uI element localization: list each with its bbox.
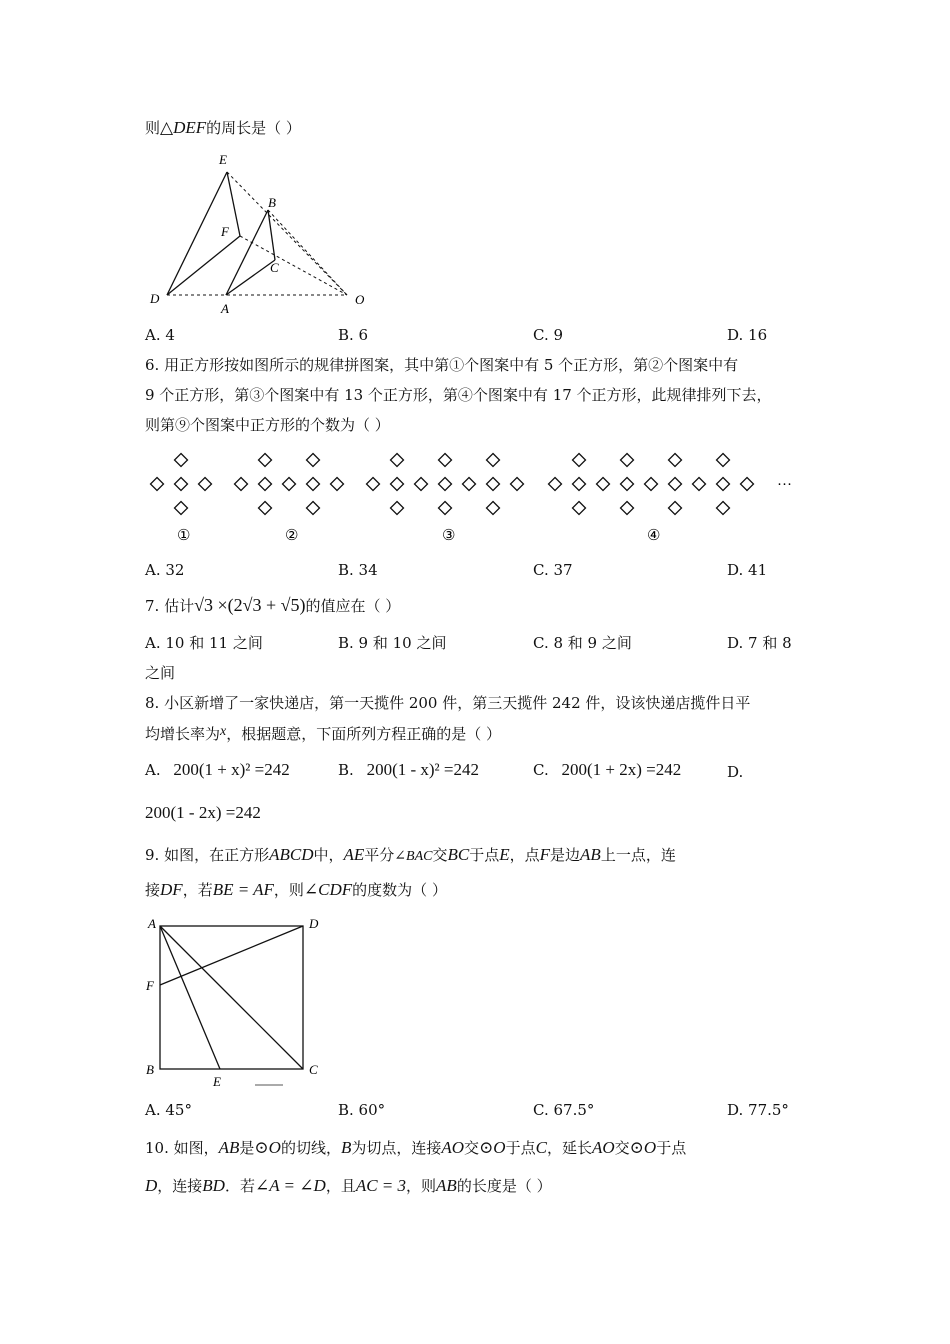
label-C: C: [309, 1062, 318, 1077]
line-BC: [268, 210, 275, 260]
q9-text: 上一点，连: [600, 846, 676, 864]
q8-option-b-expr: 200(1 - x)² =242: [366, 760, 479, 779]
pattern-2-square: [283, 478, 296, 491]
pattern-4-square: [717, 502, 730, 515]
q9-math: ∠BAC: [394, 849, 433, 864]
pattern-label-2: ②: [285, 528, 299, 544]
dash-BO: [268, 210, 347, 295]
q5-figure: [145, 148, 375, 318]
q9-line-2: [145, 880, 447, 900]
q9-math: AE: [343, 845, 365, 864]
q5-stem-pre: 则: [145, 119, 161, 137]
q7-option-d: D. 7 和 8: [727, 634, 792, 652]
q10-math: AB: [436, 1176, 457, 1195]
pattern-4-square: [573, 502, 586, 515]
q9-math: ∠CDF: [303, 880, 353, 899]
pattern-4-square: [693, 478, 706, 491]
q10-line-2: [145, 1176, 552, 1196]
q10-text: ，则: [406, 1177, 437, 1195]
q9-option-d: D. 77.5°: [727, 1101, 789, 1119]
q10-math: D: [145, 1176, 158, 1195]
q9-option-c: C. 67.5°: [533, 1101, 595, 1119]
pattern-4-square: [573, 454, 586, 467]
q9-math: E: [499, 845, 510, 864]
q9-text: ，点: [509, 846, 540, 864]
q10-math: AB: [218, 1138, 240, 1157]
q8-option-d-expr: 200(1 - 2x) =242: [145, 803, 261, 822]
pattern-3-square: [439, 502, 452, 515]
q9-text: 是边: [550, 846, 581, 864]
q9-math: ABCD: [269, 845, 314, 864]
pattern-4-square: [645, 478, 658, 491]
q8-option-a-letter: A.: [145, 761, 161, 779]
pattern-label-4: ④: [647, 528, 661, 544]
q10-text: ，延长: [546, 1139, 592, 1157]
label-B: B: [146, 1062, 154, 1077]
pattern-2-square: [235, 478, 248, 491]
label-F: F: [221, 224, 229, 239]
q9-math: F: [539, 845, 551, 864]
pattern-2-square: [259, 478, 272, 491]
q5-option-b: B. 6: [338, 326, 369, 344]
q6-option-a: A. 32: [145, 561, 185, 579]
q8-option-a-expr: 200(1 + x)² =242: [173, 760, 290, 779]
q8-option-b-letter: B.: [338, 761, 354, 779]
q7-stem-post: 的值应在（ ）: [305, 597, 401, 615]
label-A: A: [221, 301, 229, 316]
q9-text: 9. 如图，在正方形: [145, 846, 270, 864]
q8-option-a: [145, 760, 290, 780]
q9-option-b: B. 60°: [338, 1101, 386, 1119]
pattern-2-square: [259, 502, 272, 515]
q7-option-a: A. 10 和 11 之间: [145, 634, 263, 652]
line-BA: [226, 210, 268, 295]
q6-line-2: 9 个正方形，第③个图案中有 13 个正方形，第④个图案中有 17 个正方形，此规律排列下去，: [145, 386, 772, 404]
pattern-1-square: [175, 478, 188, 491]
q7-stem-pre: 7. 估计: [145, 597, 195, 615]
q10-math: AO: [591, 1138, 615, 1157]
pattern-4-square: [573, 478, 586, 491]
pattern-3-square: [439, 454, 452, 467]
q10-text: ．若: [224, 1177, 255, 1195]
q9-text: ，若: [182, 881, 213, 899]
label-D: D: [309, 916, 319, 931]
label-B: B: [268, 195, 276, 210]
q8-line-2-post: ，根据题意，下面所列方程正确的是（ ）: [226, 725, 502, 743]
q9-option-a: A. 45°: [145, 1101, 192, 1119]
q5-stem-math: △DEF: [160, 118, 207, 137]
label-E: E: [219, 152, 227, 167]
q7-option-c: C. 8 和 9 之间: [533, 634, 632, 652]
q6-option-d: D. 41: [727, 561, 768, 579]
q8-option-c-letter: C.: [533, 761, 549, 779]
q9-text: 中，: [313, 846, 344, 864]
pattern-2-square: [307, 454, 320, 467]
q10-text: 为切点，连接: [351, 1139, 442, 1157]
pattern-4-square: [717, 454, 730, 467]
q10-math: ∠A = ∠D: [254, 1176, 326, 1195]
q10-text: ，且: [325, 1177, 356, 1195]
pattern-3-square: [487, 502, 500, 515]
q10-text: 是: [239, 1139, 255, 1157]
pattern-4-square: [621, 478, 634, 491]
pattern-3-square: [511, 478, 524, 491]
q9-text: 的度数为（ ）: [352, 881, 447, 899]
q10-math: ⊙O: [629, 1138, 657, 1157]
q10-math: C: [535, 1138, 547, 1157]
line-ED: [167, 172, 227, 295]
pattern-4-square: [669, 502, 682, 515]
q5-stem-post: 的周长是（ ）: [206, 119, 301, 137]
pattern-4-square: [669, 478, 682, 491]
pattern-3-square: [463, 478, 476, 491]
q10-text: 的切线，: [280, 1139, 341, 1157]
line-FD: [160, 926, 303, 985]
q9-math: AB: [580, 845, 601, 864]
pattern-3-square: [391, 478, 404, 491]
q9-figure: [140, 912, 340, 1094]
q6-figure: [145, 448, 815, 548]
q9-text: 于点: [469, 846, 500, 864]
q10-math: AC = 3: [355, 1176, 407, 1195]
q10-text: 于点: [656, 1139, 687, 1157]
q9-text: 平分: [364, 846, 395, 864]
pattern-4-square: [621, 502, 634, 515]
q5-option-d: D. 16: [727, 326, 768, 344]
label-D: D: [150, 291, 160, 306]
pattern-2-square: [307, 478, 320, 491]
q10-math: BD: [202, 1176, 225, 1195]
q7-option-b: B. 9 和 10 之间: [338, 634, 447, 652]
pattern-3-square: [367, 478, 380, 491]
q10-text: ，连接: [157, 1177, 203, 1195]
q9-math: BE = AF: [212, 880, 274, 899]
q10-text: 于点: [505, 1139, 536, 1157]
q8-line-2: [145, 722, 501, 744]
pattern-3-square: [487, 454, 500, 467]
line-FD: [167, 236, 240, 295]
pattern-3-square: [391, 454, 404, 467]
pattern-4-square: [741, 478, 754, 491]
q9-math: BC: [447, 845, 470, 864]
pattern-1-square: [199, 478, 212, 491]
q8-option-c: [533, 760, 681, 780]
pattern-3-square: [415, 478, 428, 491]
q6-option-c: C. 37: [533, 561, 573, 579]
label-E: E: [213, 1074, 221, 1089]
pattern-4-square: [621, 454, 634, 467]
q8-variable-x: x: [220, 724, 227, 739]
label-A: A: [148, 916, 156, 931]
q10-text: 10. 如图，: [145, 1139, 219, 1157]
q9-text: ，则: [273, 881, 304, 899]
pattern-label-1: ①: [177, 528, 191, 544]
pattern-4-square: [717, 478, 730, 491]
pattern-label-3: ③: [442, 528, 456, 544]
q5-stem: [145, 118, 301, 138]
q9-line-1: [145, 845, 676, 867]
pattern-2-square: [259, 454, 272, 467]
q8-line-2-pre: 均增长率为: [145, 725, 221, 743]
q6-line-1: 6. 用正方形按如图所示的规律拼图案，其中第①个图案中有 5 个正方形，第②个图案中有: [145, 356, 739, 374]
q10-text: 交: [614, 1139, 630, 1157]
q10-text: 的长度是（ ）: [456, 1177, 552, 1195]
pattern-1-square: [151, 478, 164, 491]
q8-line-1: 8. 小区新增了一家快递店，第一天揽件 200 件，第三天揽件 242 件，设该快递店揽件日平: [145, 694, 751, 712]
q10-text: 交: [464, 1139, 480, 1157]
q6-line-3: 则第⑨个图案中正方形的个数为（ ）: [145, 416, 390, 434]
q8-option-b: [338, 760, 479, 780]
q10-math: ⊙O: [479, 1138, 506, 1157]
dash-FO: [240, 236, 347, 295]
pattern-4-square: [549, 478, 562, 491]
q10-math: AO: [441, 1138, 465, 1157]
pattern-2-square: [331, 478, 344, 491]
q7-stem-expression: √3 ×(2√3 + √5): [194, 595, 306, 615]
q7-stem: [145, 595, 400, 616]
pattern-4-square: [669, 454, 682, 467]
diagonal-AC: [160, 926, 303, 1069]
pattern-3-square: [487, 478, 500, 491]
pattern-4-square: [597, 478, 610, 491]
q10-math: B: [340, 1138, 352, 1157]
q9-math: DF: [160, 880, 183, 899]
q10-line-1: [145, 1138, 686, 1158]
pattern-3-square: [439, 478, 452, 491]
q6-option-b: B. 34: [338, 561, 378, 579]
label-C: C: [270, 260, 279, 275]
q5-option-a: A. 4: [145, 326, 175, 344]
dash-EO: [227, 172, 347, 295]
q8-option-c-expr: 200(1 + 2x) =242: [561, 760, 682, 779]
q5-option-c: C. 9: [533, 326, 564, 344]
ellipsis: ···: [777, 477, 792, 493]
line-AE: [160, 926, 220, 1069]
q9-text: 交: [432, 846, 448, 864]
q7-option-d-continued: 之间: [145, 664, 176, 682]
line-CA: [226, 260, 275, 295]
q10-math: ⊙O: [254, 1138, 281, 1157]
label-O: O: [355, 292, 365, 307]
pattern-2-square: [307, 502, 320, 515]
q9-text: 接: [145, 881, 161, 899]
q8-option-d: D.: [727, 763, 744, 781]
pattern-3-square: [391, 502, 404, 515]
pattern-1-square: [175, 502, 188, 515]
pattern-1-square: [175, 454, 188, 467]
label-F: F: [146, 978, 154, 993]
